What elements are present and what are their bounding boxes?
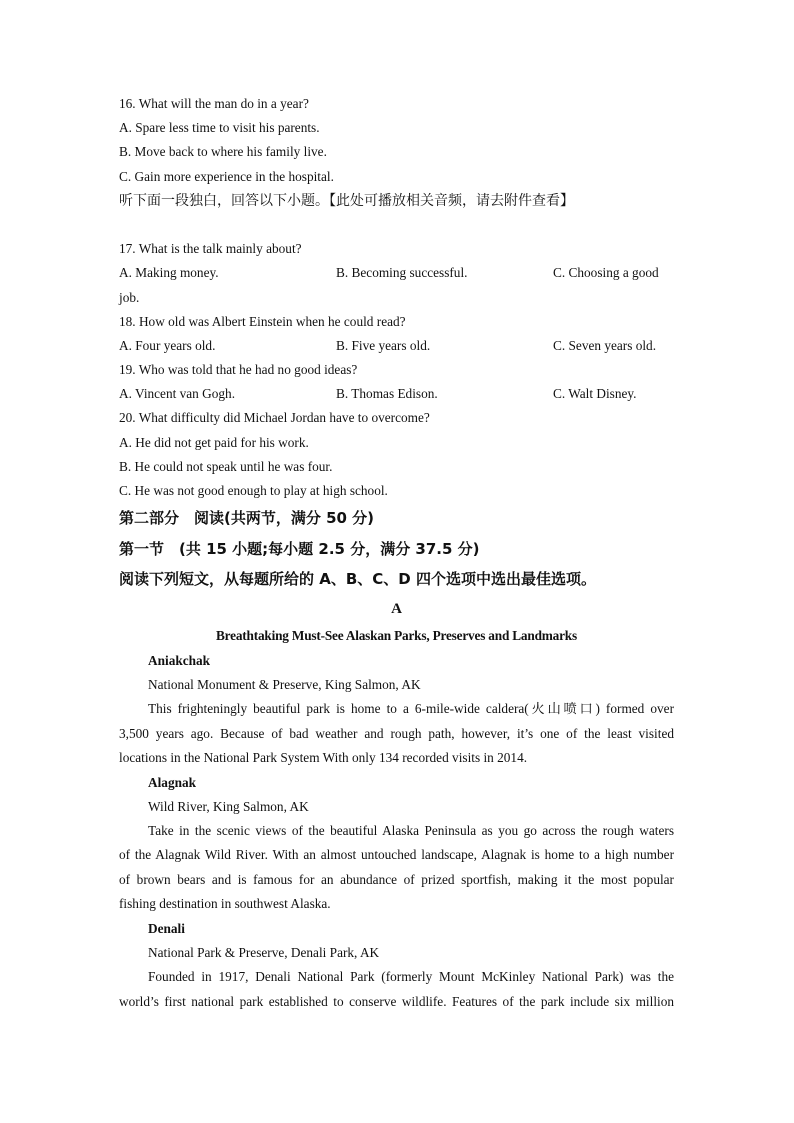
- question-17-options: [119, 261, 674, 285]
- reading-instruction: 阅读下列短文，从每题所给的 A、B、C、D 四个选项中选出最佳选项。: [119, 570, 596, 589]
- subsection-title: 第一节 (共 15 小题;每小题 2.5 分，满分 37.5 分): [119, 539, 480, 558]
- place-location-denali: National Park & Preserve, Denali Park, AK: [148, 945, 380, 961]
- passage-letter: A: [391, 600, 402, 617]
- place-name-aniakchak: Aniakchak: [148, 652, 211, 668]
- question-17-option-c: C. Choosing a good: [553, 265, 659, 281]
- question-16-option-c: C. Gain more experience in the hospital.: [119, 168, 334, 184]
- question-20: 20. What difficulty did Michael Jordan have to overcome?: [119, 410, 430, 426]
- question-19-options: [119, 382, 674, 406]
- paragraph-line: locations in the National Park System With only 134 recorded visits in 2014.: [119, 750, 528, 766]
- paragraph-line: fishing destination in southwest Alaska.: [119, 896, 331, 912]
- paragraph-line: of brown bears and is famous for an abundance of prized sportfish, making it the most popular: [119, 871, 674, 887]
- paragraph-line: 3,500 years ago. Because of bad weather and rough path, however, it’s one of the least visited: [119, 725, 674, 741]
- question-20-option-c: C. He was not good enough to play at high school.: [119, 483, 388, 498]
- audio-instruction: 听下面一段独白，回答以下小题。【此处可播放相关音频，请去附件查看】: [119, 192, 574, 209]
- question-19-option-b: B. Thomas Edison.: [336, 386, 438, 402]
- paragraph-denali: [119, 965, 674, 1014]
- spacer: [119, 213, 674, 237]
- paragraph-alagnak: [119, 819, 674, 917]
- part-title: 第二部分 阅读(共两节，满分 50 分): [119, 509, 375, 528]
- question-16-option-b: B. Move back to where his family live.: [119, 144, 327, 160]
- passage-title: Breathtaking Must-See Alaskan Parks, Preserves and Landmarks: [216, 627, 577, 643]
- place-location-aniakchak: National Monument & Preserve, King Salmon, AK: [148, 676, 421, 692]
- paragraph-line: This frighteningly beautiful park is home to a 6-mile-wide caldera(火山喷口) formed over: [148, 701, 674, 717]
- question-20-option-b: B. He could not speak until he was four.: [119, 458, 333, 474]
- place-name-denali: Denali: [148, 920, 185, 936]
- paragraph-line: Founded in 1917, Denali National Park (formerly Mount McKinley National Park) was the: [148, 969, 674, 985]
- paragraph-line: world’s first national park established to conserve wildlife. Features of the park include six million: [119, 993, 674, 1009]
- question-18-option-b: B. Five years old.: [336, 337, 431, 353]
- question-17: 17. What is the talk mainly about?: [119, 241, 302, 257]
- place-location-alagnak: Wild River, King Salmon, AK: [148, 798, 309, 814]
- question-18-option-c: C. Seven years old.: [553, 337, 657, 353]
- paragraph-aniakchak: [119, 697, 674, 771]
- question-17-option-b: B. Becoming successful.: [336, 265, 468, 281]
- question-16-option-a: A. Spare less time to visit his parents.: [119, 120, 320, 136]
- paragraph-line: of the Alagnak Wild River. With an almost untouched landscape, Alagnak is home to a high number: [119, 847, 674, 863]
- place-name-alagnak: Alagnak: [148, 774, 197, 790]
- question-20-option-a: A. He did not get paid for his work.: [119, 434, 309, 450]
- question-19-option-a: A. Vincent van Gogh.: [119, 386, 236, 402]
- question-17-option-a: A. Making money.: [119, 265, 219, 281]
- paragraph-line: Take in the scenic views of the beautiful Alaska Peninsula as you go across the rough waters: [148, 822, 674, 838]
- question-16: 16. What will the man do in a year?: [119, 96, 309, 111]
- question-18-option-a: A. Four years old.: [119, 337, 216, 353]
- question-19: 19. Who was told that he had no good ideas?: [119, 362, 358, 378]
- question-18: 18. How old was Albert Einstein when he could read?: [119, 313, 406, 329]
- question-19-option-c: C. Walt Disney.: [553, 386, 637, 402]
- question-17-option-c-wrap: job.: [119, 289, 140, 305]
- question-18-options: [119, 334, 674, 358]
- page-content: [119, 92, 674, 1014]
